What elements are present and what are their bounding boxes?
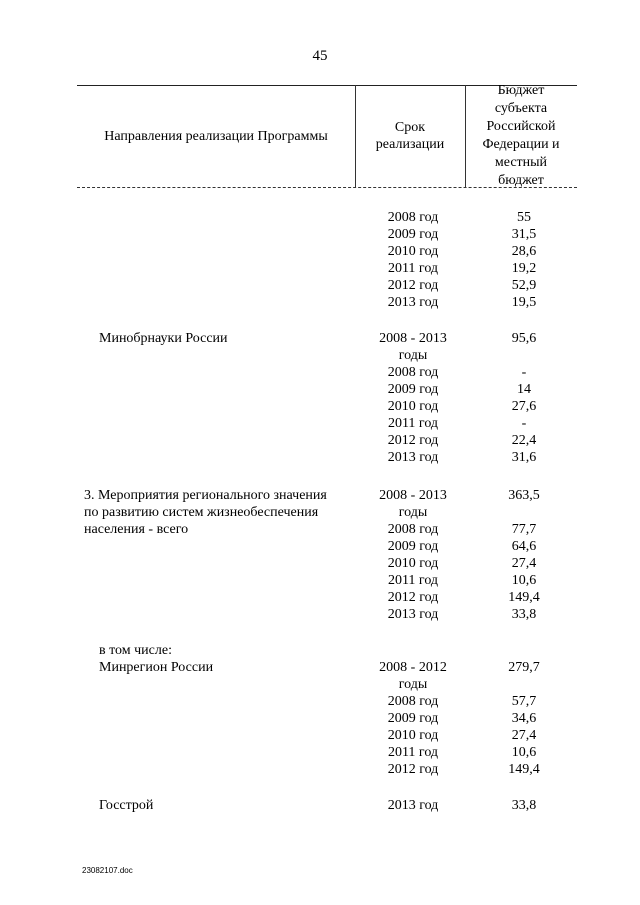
row-value: 10,6 <box>511 745 537 760</box>
row-period: 2013 год <box>387 450 439 465</box>
header-budget <box>465 85 577 187</box>
header-budget-line: Российской <box>486 119 556 134</box>
label-item3-line: населения - всего <box>84 522 189 537</box>
label-item3-line: 3. Мероприятия регионального значения <box>84 488 327 503</box>
label-minobrnauki: Минобрнауки России <box>99 331 228 346</box>
row-period: 2010 год <box>387 399 439 414</box>
row-period: 2012 год <box>387 433 439 448</box>
row-value: 57,7 <box>511 694 537 709</box>
row-period: 2010 год <box>387 244 439 259</box>
header-budget-line: субъекта <box>494 101 548 116</box>
row-period: 2013 год <box>387 607 439 622</box>
row-period: 2012 год <box>387 278 439 293</box>
row-value: 34,6 <box>511 711 537 726</box>
row-value: 10,6 <box>511 573 537 588</box>
header-directions <box>77 85 355 187</box>
row-value: 27,4 <box>511 556 537 571</box>
row-value: 19,2 <box>511 261 537 276</box>
label-including: в том числе: <box>99 643 172 658</box>
row-period: 2013 год <box>387 295 439 310</box>
row-period: 2008 год <box>387 522 439 537</box>
row-value: 52,9 <box>511 278 537 293</box>
row-value: 22,4 <box>511 433 537 448</box>
row-value: 149,4 <box>508 590 540 605</box>
row-value: 31,6 <box>511 450 537 465</box>
header-budget-line: Бюджет <box>497 83 545 98</box>
row-value: 55 <box>517 210 531 225</box>
row-period: 2013 год <box>387 798 439 813</box>
table-header-bottom-rule <box>77 187 577 188</box>
row-period: 2012 год <box>387 762 439 777</box>
row-value: 33,8 <box>511 798 537 813</box>
header-period-line: Срок <box>394 120 426 135</box>
row-value: 27,6 <box>511 399 537 414</box>
row-period: 2011 год <box>387 745 439 760</box>
row-period: годы <box>398 505 428 520</box>
row-period: 2008 год <box>387 210 439 225</box>
row-value: 33,8 <box>511 607 537 622</box>
row-value: 149,4 <box>508 762 540 777</box>
row-value: 64,6 <box>511 539 537 554</box>
header-budget-line: бюджет <box>498 173 544 188</box>
label-minregion: Минрегион России <box>99 660 214 675</box>
footer-filename: 23082107.doc <box>82 866 133 875</box>
row-value: - <box>521 365 527 380</box>
header-budget-line: местный <box>494 155 548 170</box>
row-period: 2009 год <box>387 382 439 397</box>
row-period: 2010 год <box>387 556 439 571</box>
row-period: 2009 год <box>387 227 439 242</box>
page-number: 45 <box>312 48 328 64</box>
row-period: 2009 год <box>387 711 439 726</box>
header-period <box>355 85 465 187</box>
row-period: 2008 - 2013 <box>379 488 447 503</box>
label-item3-line: по развитию систем жизнеобеспечения <box>84 505 319 520</box>
row-period: годы <box>398 348 428 363</box>
row-value: 31,5 <box>511 227 537 242</box>
label-gosstroy: Госстрой <box>99 798 154 813</box>
row-period: 2008 - 2012 <box>379 660 447 675</box>
row-period: 2010 год <box>387 728 439 743</box>
row-period: годы <box>398 677 428 692</box>
row-period: 2012 год <box>387 590 439 605</box>
header-budget-line: Федерации и <box>482 137 560 152</box>
row-value: 363,5 <box>508 488 540 503</box>
row-period: 2011 год <box>387 261 439 276</box>
row-value: 27,4 <box>511 728 537 743</box>
row-period: 2009 год <box>387 539 439 554</box>
row-value: - <box>521 416 527 431</box>
row-period: 2008 - 2013 <box>379 331 447 346</box>
row-value: 279,7 <box>508 660 540 675</box>
row-period: 2011 год <box>387 573 439 588</box>
row-value: 77,7 <box>511 522 537 537</box>
row-value: 19,5 <box>511 295 537 310</box>
header-directions-label: Направления реализации Программы <box>104 128 328 144</box>
row-value: 95,6 <box>511 331 537 346</box>
row-value: 28,6 <box>511 244 537 259</box>
row-period: 2008 год <box>387 365 439 380</box>
header-period-line: реализации <box>375 137 445 152</box>
row-period: 2011 год <box>387 416 439 431</box>
row-value: 14 <box>517 382 531 397</box>
row-period: 2008 год <box>387 694 439 709</box>
